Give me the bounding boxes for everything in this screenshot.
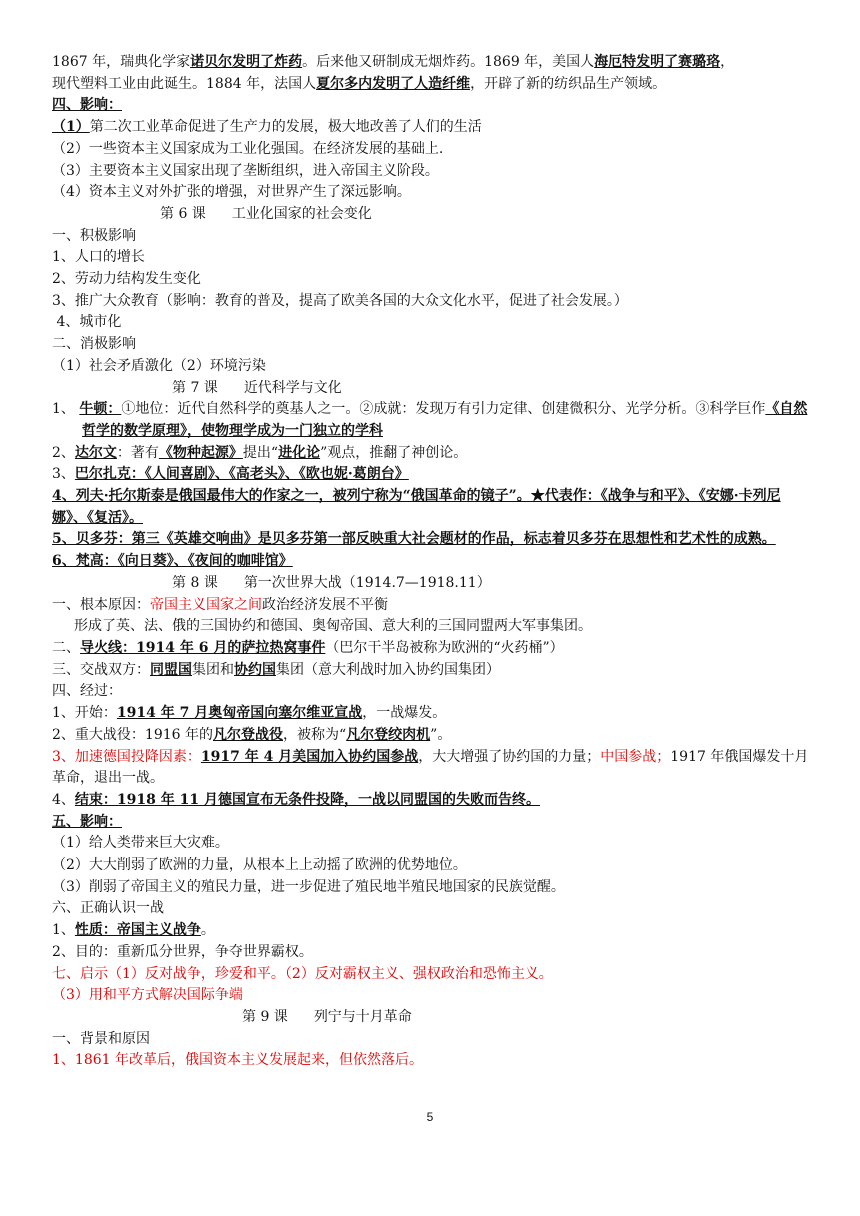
text-paragraph: 1、 牛顿：①地位：近代自然科学的奠基人之一。②成就：发现万有引力定律、创建微积分、光学分析。③科学巨作《自然哲学的数学原理》，使物理学成为一门独立的学科 <box>52 401 808 439</box>
text-paragraph: 5、贝多芬：第三《英雄交响曲》是贝多芬第一部反映重大社会题材的作品，标志着贝多芬在思想性和艺术性的成熟。 <box>52 531 776 548</box>
section-heading: 一、积极影响 <box>52 227 136 244</box>
text-line: 2、目的：重新瓜分世界，争夺世界霸权。 <box>52 943 313 960</box>
text-line: 4、城市化 <box>52 314 122 331</box>
text-line: 现代塑料工业由此诞生。1884 年，法国人夏尔多内发明了人造纤维，开辟了新的纺织品生产领域。 <box>52 75 667 92</box>
section-heading: 四、经过： <box>52 683 122 700</box>
text-line: （2）大大削弱了欧洲的力量，从根本上上动摇了欧洲的优势地位。 <box>52 857 467 874</box>
text-line: （1）第二次工业革命促进了生产力的发展，极大地改善了人们的生活 <box>52 119 482 136</box>
text-line: （3）削弱了帝国主义的殖民力量，进一步促进了殖民地半殖民地国家的民族觉醒。 <box>52 878 565 895</box>
section-heading: 四、影响： <box>52 97 122 114</box>
lesson-title: 第 7 课 近代科学与文化 <box>172 379 342 396</box>
text-paragraph: 4、列夫·托尔斯泰是俄国最伟大的作家之一，被列宁称为“俄国革命的镜子”。★代表作：《战争与和平》、《安娜·卡列尼娜》、《复活》。 <box>52 488 781 526</box>
text-line: 一、根本原因：帝国主义国家之间政治经济发展不平衡 <box>52 596 388 613</box>
document-body <box>52 52 812 1072</box>
text-line: 4、结束：1918 年 11 月德国宣布无条件投降，一战以同盟国的失败而告终。 <box>52 791 540 808</box>
text-line: 七、启示（1）反对战争，珍爱和平。（2）反对霸权主义、强权政治和恐怖主义。 <box>52 965 553 982</box>
text-line: （2）一些资本主义国家成为工业化强国。在经济发展的基础上. <box>52 140 444 157</box>
text-line: （3）主要资本主义国家出现了垄断组织，进入帝国主义阶段。 <box>52 162 439 179</box>
text-line: 3、巴尔扎克：《人间喜剧》、《高老头》、《欧也妮·葛朗台》 <box>52 466 409 483</box>
section-heading: 六、正确认识一战 <box>52 900 164 917</box>
text-line: 2、重大战役：1916 年的凡尔登战役，被称为“凡尔登绞肉机”。 <box>52 726 452 743</box>
text-line: 2、劳动力结构发生变化 <box>52 271 201 288</box>
section-heading: 五、影响： <box>52 813 122 830</box>
text-line: 1、1861 年改革后，俄国资本主义发展起来，但依然落后。 <box>52 1052 423 1069</box>
text-paragraph: 3、加速德国投降因素：1917 年 4 月美国加入协约国参战，大大增强了协约国的力量；中国参战；1917 年俄国爆发十月革命，退出一战。 <box>52 748 809 787</box>
section-heading: 二、消极影响 <box>52 336 136 353</box>
text-line: （3）用和平方式解决国际争端 <box>52 987 243 1004</box>
section-heading: 一、背景和原因 <box>52 1030 150 1047</box>
lesson-title: 第 9 课 列宁与十月革命 <box>242 1008 412 1025</box>
text-line: 1867 年，瑞典化学家诺贝尔发明了炸药。后来他又研制成无烟炸药。1869 年，美国人海厄特发明了赛璐珞， <box>52 54 735 70</box>
lesson-title: 第 6 课 工业化国家的社会变化 <box>160 205 372 222</box>
text-line: （1）社会矛盾激化（2）环境污染 <box>52 357 266 374</box>
text-line: 2、达尔文：著有《物种起源》提出“进化论”观点，推翻了神创论。 <box>52 444 468 461</box>
lesson-title: 第 8 课 第一次世界大战（1914.7—1918.11） <box>172 574 491 591</box>
text-line: 6、梵高：《向日葵》、《夜间的咖啡馆》 <box>52 553 293 570</box>
text-line: 形成了英、法、俄的三国协约和德国、奥匈帝国、意大利的三国同盟两大军事集团。 <box>74 618 592 635</box>
text-line: （4）资本主义对外扩张的增强，对世界产生了深远影响。 <box>52 184 411 201</box>
text-line: 1、性质：帝国主义战争。 <box>52 922 215 939</box>
text-line: 3、推广大众教育（影响：教育的普及，提高了欧美各国的大众文化水平，促进了社会发展。） <box>52 292 628 309</box>
text-line: （1）给人类带来巨大灾难。 <box>52 835 229 852</box>
page-number: 5 <box>426 1110 434 1124</box>
text-line: 1、人口的增长 <box>52 249 145 266</box>
text-line: 三、交战双方：同盟国集团和协约国集团（意大利战时加入协约国集团） <box>52 661 500 678</box>
text-line: 1、开始：1914 年 7 月奥匈帝国向塞尔维亚宣战，一战爆发。 <box>52 705 447 722</box>
text-line: 二、导火线：1914 年 6 月的萨拉热窝事件（巴尔干半岛被称为欧洲的“火药桶”） <box>52 639 564 656</box>
